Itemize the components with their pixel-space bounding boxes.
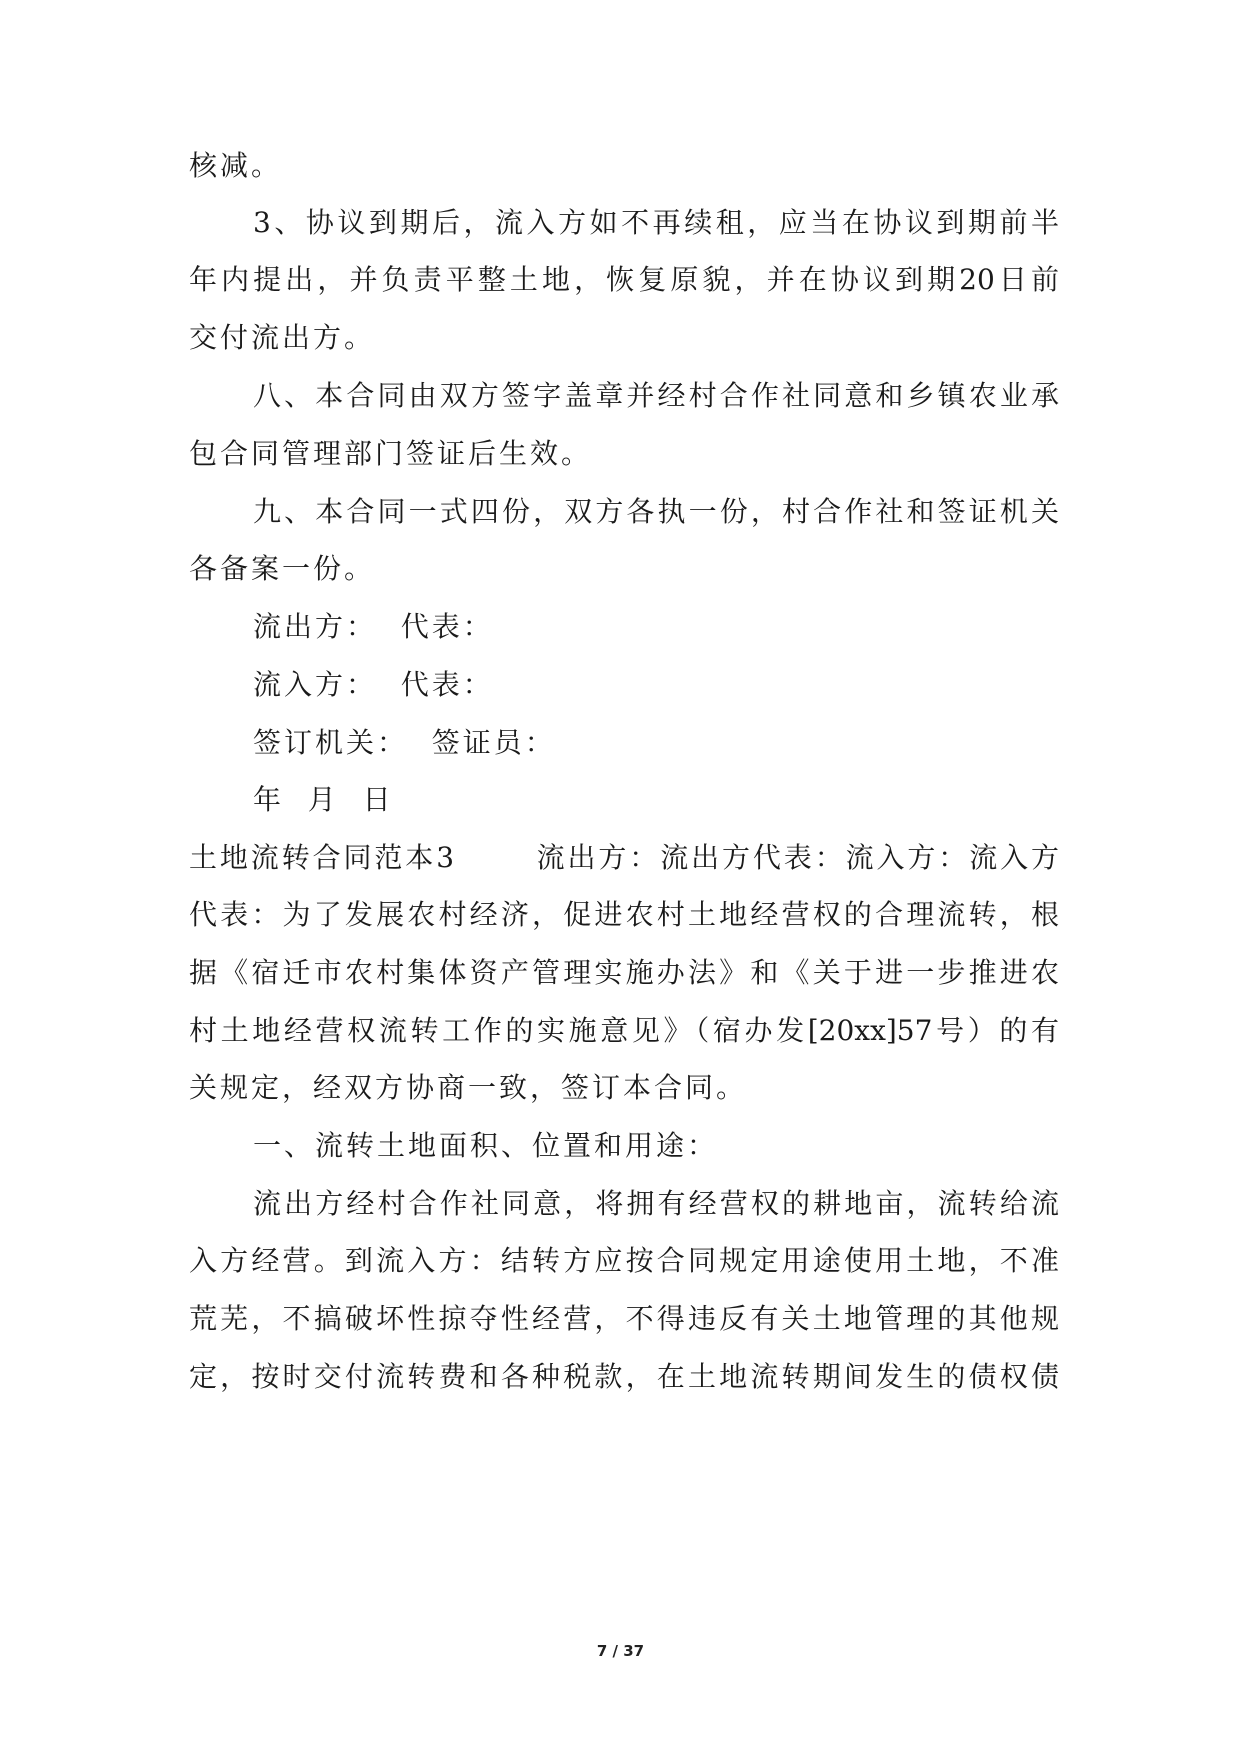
date-line: 年 月 日 — [253, 783, 394, 816]
text-line: 包合同管理部门签证后生效。 — [189, 437, 593, 470]
text-line: 核减。 — [189, 149, 283, 182]
page-number: 7 / 37 — [596, 1642, 645, 1660]
signature-line: 流入方： 代表： — [253, 668, 494, 701]
text-line: 一、流转土地面积、位置和用途： — [253, 1129, 719, 1162]
signature-line: 流出方： 代表： — [253, 610, 494, 643]
text-line: 八、本合同由双方签字盖章并经村合作社同意和乡镇农业承 — [253, 379, 1059, 412]
text-line: 九、本合同一式四份，双方各执一份，村合作社和签证机关 — [253, 495, 1059, 528]
text-line: 荒芜，不搞破坏性掠夺性经营，不得违反有关土地管理的其他规 — [189, 1302, 1059, 1335]
signature-line: 签订机关： 签证员： — [253, 726, 556, 759]
text-line: 代表：为了发展农村经济，促进农村土地经营权的合理流转，根 — [189, 898, 1059, 931]
text-line: 各备案一份。 — [189, 552, 376, 585]
text-line: 流出方经村合作社同意，将拥有经营权的耕地亩，流转给流 — [253, 1187, 1059, 1220]
text-line: 入方经营。到流入方：结转方应按合同规定用途使用土地，不准 — [189, 1244, 1059, 1277]
text-line: 村土地经营权流转工作的实施意见》（宿办发[20xx]57号）的有 — [189, 1014, 1059, 1047]
text-line: 交付流出方。 — [189, 321, 376, 354]
section-title-line: 土地流转合同范本3 流出方：流出方代表：流入方：流入方 — [189, 841, 1059, 874]
text-line: 据《宿迁市农村集体资产管理实施办法》和《关于进一步推进农 — [189, 956, 1059, 989]
text-line: 定，按时交付流转费和各种税款，在土地流转期间发生的债权债 — [189, 1360, 1059, 1393]
text-line: 关规定，经双方协商一致，签订本合同。 — [189, 1071, 748, 1104]
text-line: 3、协议到期后，流入方如不再续租，应当在协议到期前半 — [253, 206, 1059, 239]
text-line: 年内提出，并负责平整土地，恢复原貌，并在协议到期20日前 — [189, 263, 1059, 296]
